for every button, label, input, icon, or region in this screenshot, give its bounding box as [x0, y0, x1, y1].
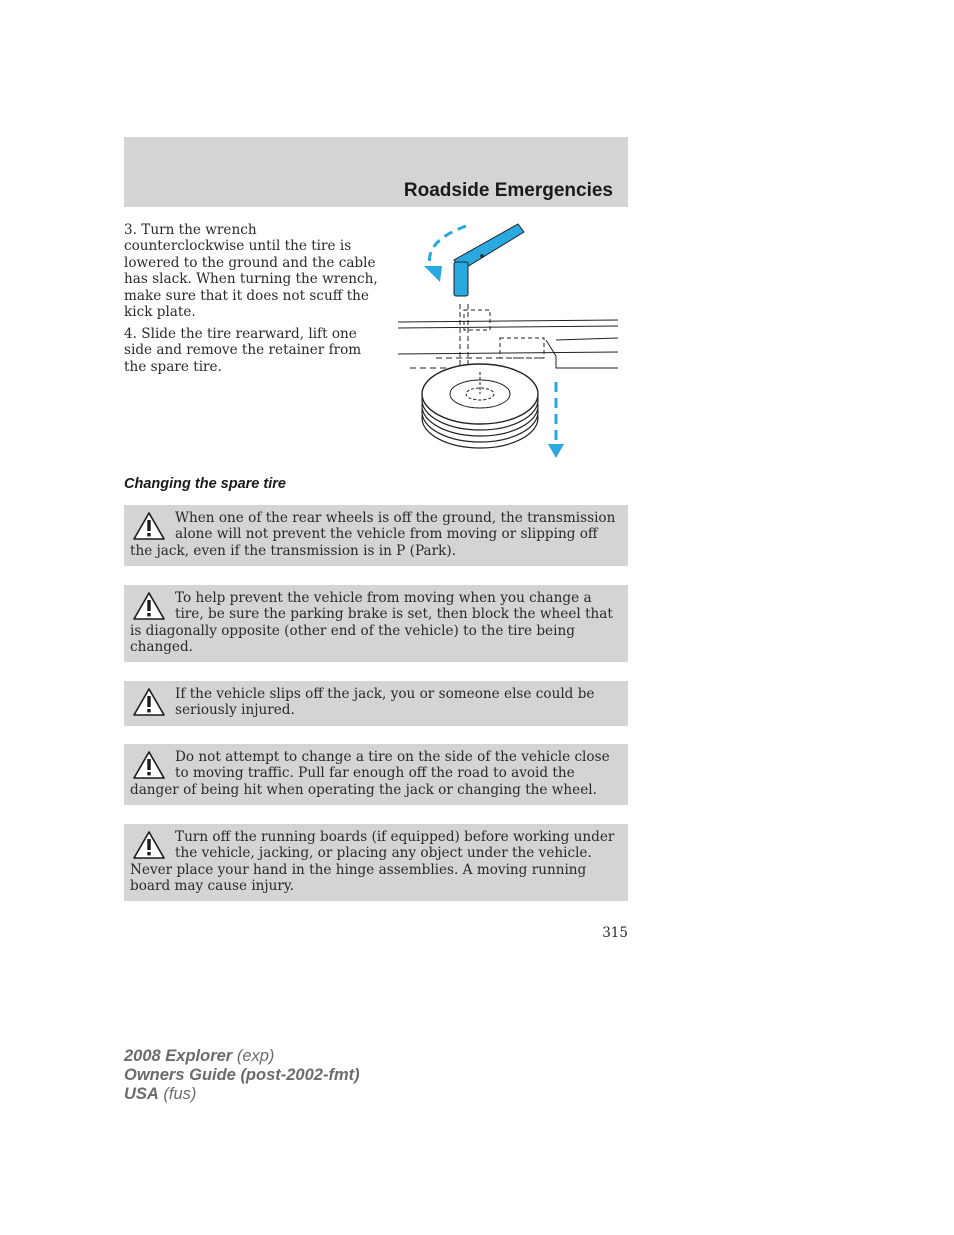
warning-triangle-icon — [132, 750, 166, 780]
section-heading: Changing the spare tire — [124, 476, 286, 492]
warning-triangle-icon — [132, 830, 166, 860]
warning-text: When one of the rear wheels is off the ground, the transmission alone will not prevent the vehicle from moving or slipping off the jack, even if the transmission is in P (Park). — [130, 510, 616, 559]
warning-box — [124, 681, 628, 726]
footer-line-3: USA (fus) — [124, 1085, 197, 1103]
warning-triangle-icon — [132, 591, 166, 621]
warning-box — [124, 585, 628, 662]
warning-text: If the vehicle slips off the jack, you or someone else could be seriously injured. — [175, 686, 595, 719]
warning-box — [124, 505, 628, 566]
warning-box — [124, 744, 628, 805]
warning-text: To help prevent the vehicle from moving when you change a tire, be sure the parking brake is set, then block the wheel that is diagonally opposite (other end of the vehicle) to the tire being changed. — [130, 590, 613, 656]
warning-text: Do not attempt to change a tire on the side of the vehicle close to moving traffic. Pull far enough off the road to avoid the danger of being hit when operating the jack or changing the wheel. — [130, 749, 610, 798]
page-title: Roadside Emergencies — [403, 180, 613, 201]
warning-triangle-icon — [132, 511, 166, 541]
footer-line-1: 2008 Explorer (exp) — [124, 1047, 275, 1065]
step-4-text: 4. Slide the tire rearward, lift one side and remove the retainer from the spare tire. — [124, 326, 362, 375]
document-footer — [124, 1047, 360, 1104]
step-3-text: 3. Turn the wrench counterclockwise until the tire is lowered to the ground and the cable has slack. When turning the wrench, make sure that it does not scuff the kick plate. — [124, 222, 378, 321]
page-number: 315 — [602, 925, 628, 941]
warning-triangle-icon — [132, 687, 166, 717]
warning-box — [124, 824, 628, 901]
section-header-band — [124, 137, 628, 207]
footer-line-2: Owners Guide (post-2002-fmt) — [124, 1066, 360, 1084]
warning-text: Turn off the running boards (if equipped) before working under the vehicle, jacking, or placing any object under the vehicle. Never place your hand in the hinge assemblies. A moving running board may cause injury. — [130, 829, 615, 895]
spare-tire-lowering-illustration — [396, 222, 628, 462]
